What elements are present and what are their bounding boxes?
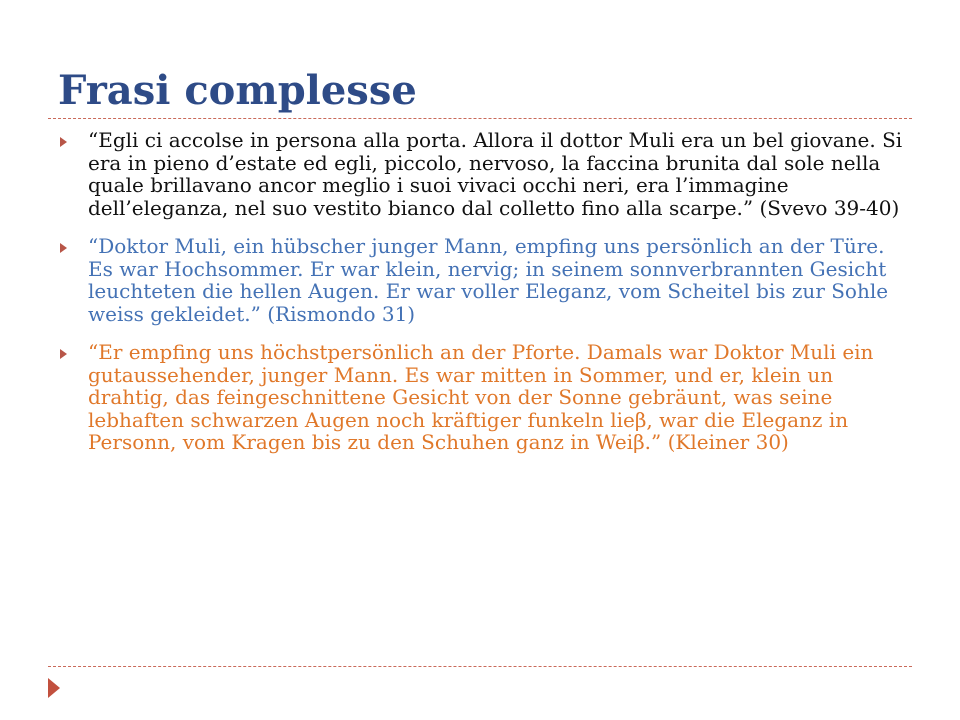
quote-svevo: “Egli ci accolse in persona alla porta. Allora il dottor Muli era un bel giovane. Si era in pieno d’estate ed egli, piccolo, nervoso, la faccina brunita dal sole nella quale brillavano ancor meglio i suoi vivaci occhi neri, era l’immagine dell’eleganza, nel suo vestito bianco dal colletto fino alla scarpe.” (Svevo 39-40) xyxy=(88,128,903,220)
triangle-bullet-icon xyxy=(60,243,67,253)
triangle-footer-icon xyxy=(48,678,60,698)
title-divider xyxy=(48,118,912,119)
quote-kleiner: “Er empfing uns höchstpersönlich an der Pforte. Damals war Doktor Muli ein gutaussehender, junger Mann. Es war mitten in Sommer, und er, klein un drahtig, das feingeschnittene Gesicht von der Sonne gebräunt, was seine lebhaften schwarzen Augen noch kräftiger funkeln lieβ, war die Eleganz in Personn, vom Kragen bis zu den Schuhen ganz in Weiβ.” (Kleiner 30) xyxy=(88,340,874,454)
footer-divider xyxy=(48,666,912,667)
bullet-item-rismondo xyxy=(58,235,908,325)
slide-title: Frasi complesse xyxy=(58,67,417,114)
triangle-bullet-icon xyxy=(60,349,67,359)
bullet-list xyxy=(58,129,908,470)
bullet-item-svevo xyxy=(58,129,908,219)
quote-rismondo: “Doktor Muli, ein hübscher junger Mann, empfing uns persönlich an der Türe. Es war Hochsommer. Er war klein, nervig; in seinem sonnverbrannten Gesicht leuchteten die hellen Augen. Er war voller Eleganz, vom Scheitel bis zur Sohle weiss gekleidet.” (Rismondo 31) xyxy=(88,234,889,326)
bullet-item-kleiner xyxy=(58,341,908,454)
triangle-bullet-icon xyxy=(60,137,67,147)
